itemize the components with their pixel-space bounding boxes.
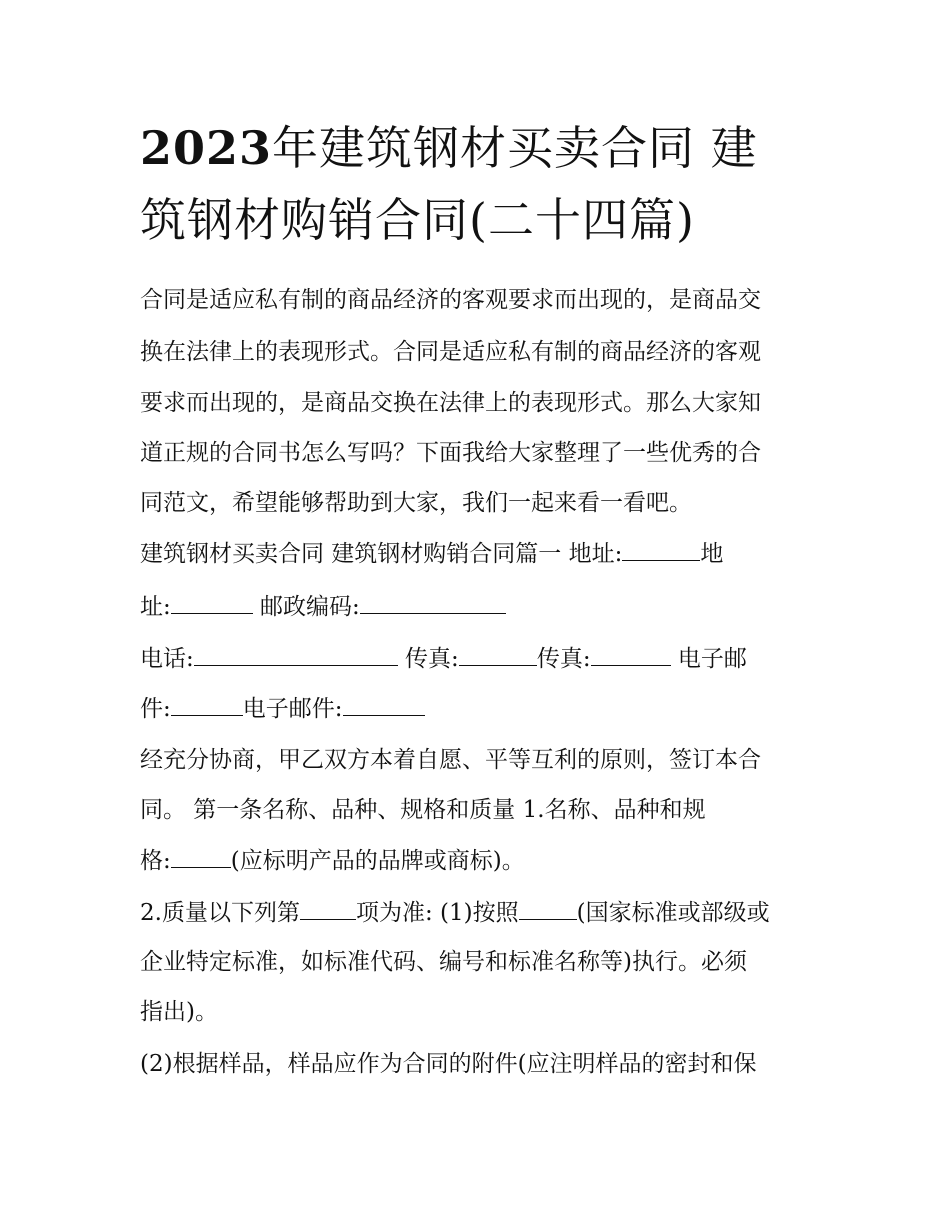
standard-blank[interactable] [519, 897, 577, 920]
email-blank-1[interactable] [171, 693, 243, 716]
fax-label-1: 传真: [397, 646, 459, 672]
title-line1: 年建筑钢材买卖合同 建 [272, 121, 758, 175]
spec-note: (应标明产品的品牌或商标)。 [230, 848, 525, 874]
address-blank-2[interactable] [171, 591, 253, 614]
intro-line-4: 道正规的合同书怎么写吗？下面我给大家整理了一些优秀的合 [140, 440, 761, 466]
standard-note: (国家标准或部级或 [576, 900, 770, 926]
intro-line-1: 合同是适应私有制的商品经济的客观要求而出现的，是商品交 [140, 287, 761, 313]
document-title [140, 112, 820, 256]
postcode-label: 邮政编码: [252, 594, 360, 620]
spec-blank[interactable] [171, 845, 231, 868]
body-line-6: 指出)。 [140, 999, 218, 1025]
intro-line-3: 要求而出现的，是商品交换在法律上的表现形式。那么大家知 [140, 390, 761, 416]
address-label-2: 地 [700, 541, 724, 567]
email-label-1-cont: 件: [140, 696, 171, 722]
intro-line-5: 同范文，希望能够帮助到大家，我们一起来看一看吧。 [140, 490, 692, 516]
email-label-2: 电子邮件: [242, 696, 343, 722]
address-label-2-cont: 址: [140, 594, 171, 620]
form-line-email [140, 693, 820, 724]
form-line-phone [140, 643, 820, 674]
quality-item-blank[interactable] [300, 897, 356, 920]
fax-label-2: 传真: [536, 646, 591, 672]
postcode-blank[interactable] [360, 591, 506, 614]
body-line-5: 企业特定标准，如标准代码、编号和标准名称等)执行。必须 [140, 949, 747, 975]
body-line-2: 同。 第一条名称、品种、规格和质量 1.名称、品种和规 [140, 797, 706, 823]
fax-blank-2[interactable] [591, 643, 671, 666]
body-line-7: (2)根据样品，样品应作为合同的附件(应注明样品的密封和保 [140, 1051, 757, 1077]
quality-label: 2.质量以下列第 [140, 900, 300, 926]
title-year: 2023 [140, 121, 273, 175]
email-label-1: 电子邮 [670, 646, 747, 672]
email-blank-2[interactable] [343, 693, 425, 716]
quality-by-label: 项为准: (1)按照 [355, 900, 519, 926]
title-line2: 筑钢材购销合同(二十四篇) [140, 193, 695, 247]
form-line-address [140, 538, 820, 569]
body-line-3 [140, 845, 820, 876]
intro-line-2: 换在法律上的表现形式。合同是适应私有制的商品经济的客观 [140, 339, 761, 365]
address-blank-1[interactable] [622, 538, 700, 561]
phone-blank[interactable] [194, 643, 398, 666]
body-line-4 [140, 897, 820, 928]
phone-label: 电话: [140, 646, 194, 672]
spec-label: 格: [140, 848, 171, 874]
form-line-postcode [140, 591, 820, 622]
fax-blank-1[interactable] [459, 643, 537, 666]
body-line-1: 经充分协商，甲乙双方本着自愿、平等互利的原则，签订本合 [140, 747, 761, 773]
address-label: 建筑钢材买卖合同 建筑钢材购销合同篇一 地址: [140, 541, 623, 567]
